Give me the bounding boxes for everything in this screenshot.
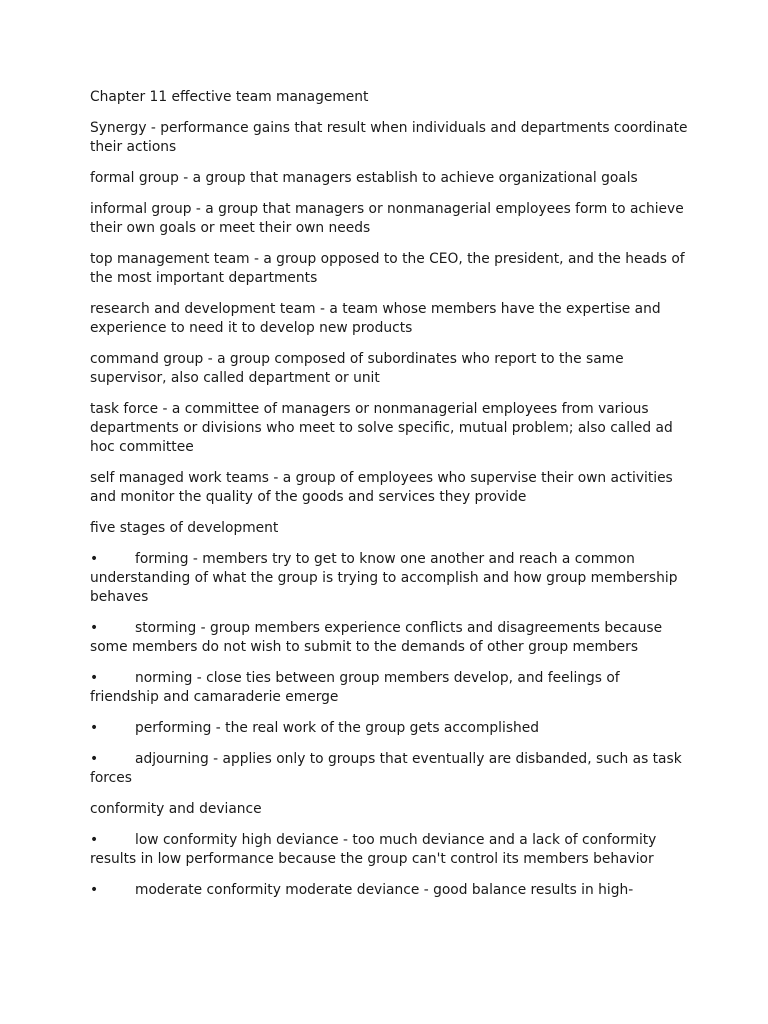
definition-rnd-team: research and development team - a team whose members have the expertise and experience to need it to develop new products [90,301,661,337]
bullet-icon: • [90,882,99,899]
list-item-text: adjourning - applies only to groups that eventually are disbanded, such as task forces [90,751,682,786]
document-body [90,88,690,913]
list-item-stage [90,669,690,707]
list-item-stage [90,750,690,788]
bullet-icon: • [90,551,99,568]
bullet-icon: • [90,832,99,849]
bullet-icon: • [90,670,99,687]
list-item-text: forming - members try to get to know one another and reach a common understanding of what the group is trying to accomplish and how group membership behaves [90,551,678,605]
list-item-stage [90,550,690,606]
definition-self-managed-teams: self managed work teams - a group of employees who supervise their own activities and monitor the quality of the goods and services they provide [90,470,673,505]
list-item-text: norming - close ties between group members develop, and feelings of friendship and camaraderie emerge [90,670,620,705]
list-item-conformity [90,881,690,900]
list-item-stage [90,719,690,738]
list-item-text: performing - the real work of the group gets accomplished [135,720,540,736]
definition-task-force: task force - a committee of managers or nonmanagerial employees from various departments or divisions who meet to solve specific, mutual problem; also called ad hoc committee [90,401,673,455]
section-heading-conformity: conformity and deviance [90,801,262,818]
list-item-text: moderate conformity moderate deviance - good balance results in high- [135,882,634,899]
definition-informal-group: informal group - a group that managers or nonmanagerial employees form to achieve their own goals or meet their own needs [90,201,684,237]
list-item-text: low conformity high deviance - too much deviance and a lack of conformity results in low performance because the group can't control its members behavior [90,832,657,868]
definition-command-group: command group - a group composed of subordinates who report to the same supervisor, also called department or unit [90,351,624,387]
definition-top-management-team: top management team - a group opposed to the CEO, the president, and the heads of the most important departments [90,251,685,287]
bullet-icon: • [90,620,99,637]
definition-formal-group: formal group - a group that managers establish to achieve organizational goals [90,170,638,187]
list-item-stage [90,619,690,657]
bullet-icon: • [90,751,99,768]
bullet-icon: • [90,720,99,736]
list-item-conformity [90,831,690,869]
list-item-text: storming - group members experience conflicts and disagreements because some members do not wish to submit to the demands of other group members [90,620,663,655]
document-title: Chapter 11 effective team management [90,89,369,105]
definition-synergy: Synergy - performance gains that result when individuals and departments coordinate their actions [90,120,688,155]
section-heading-stages: five stages of development [90,520,279,537]
